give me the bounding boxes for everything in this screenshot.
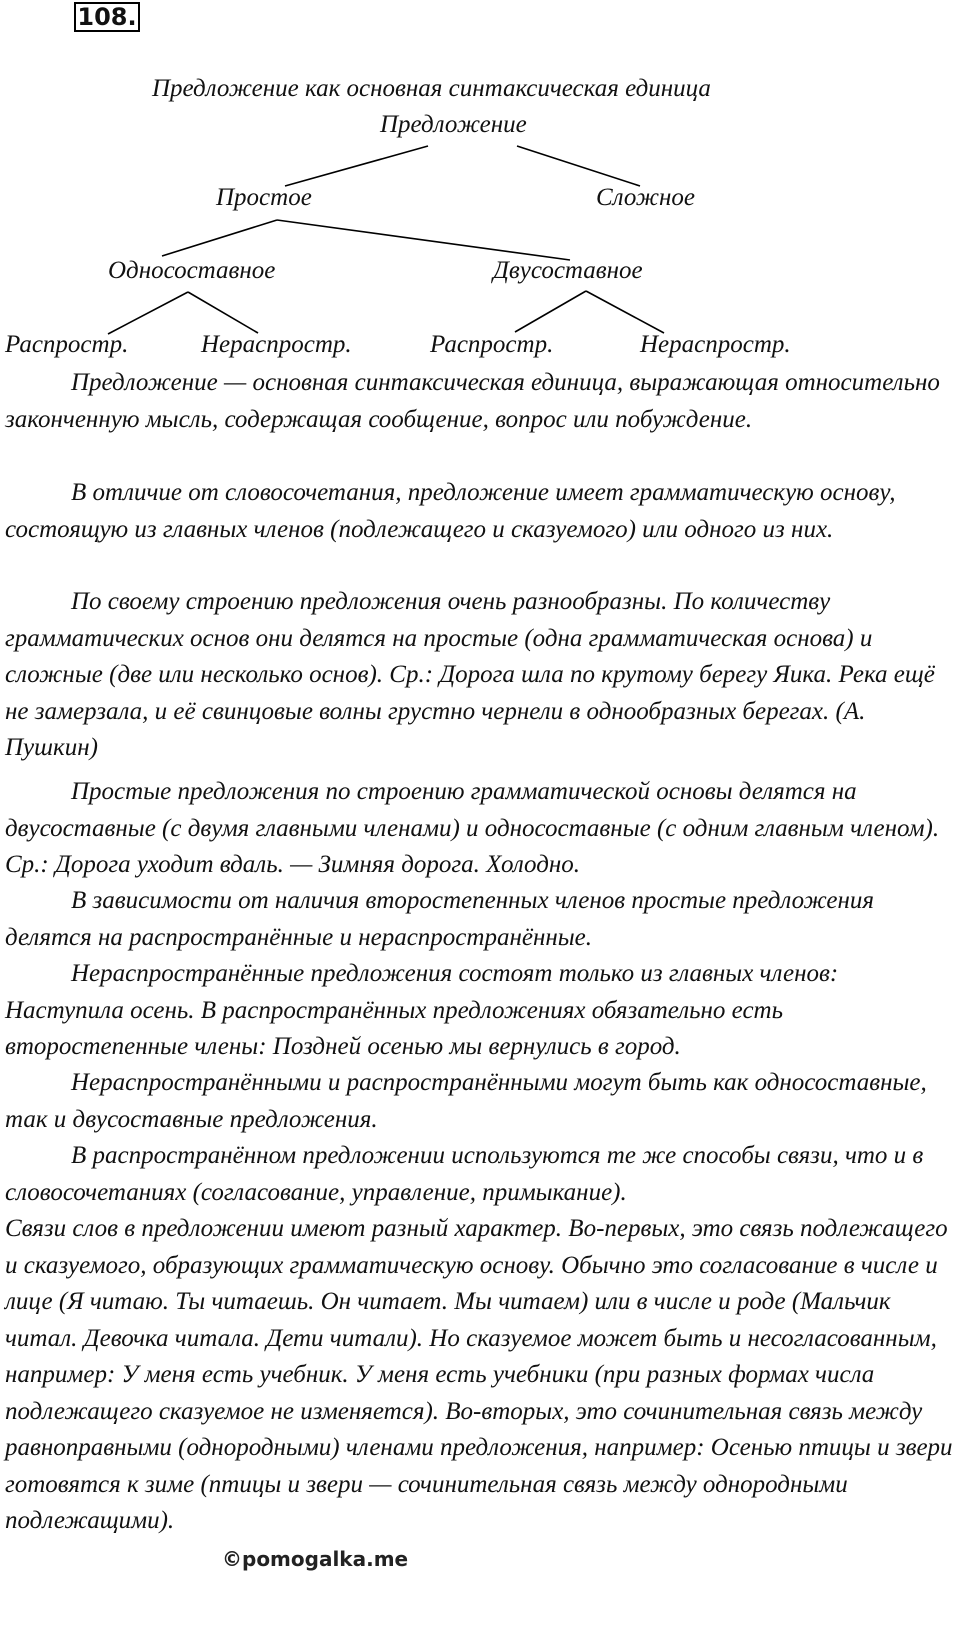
scheme-node-one-part: Односоставное (108, 257, 276, 284)
scheme-node-extended-1: Распростр. (5, 331, 129, 358)
exercise-number: 108. (74, 2, 140, 32)
connector-simple-to-two-part (277, 220, 570, 260)
paragraph-unextended: Нераспространённые предложения состоят только из главных членов: Наступила осень. В распространённых предложениях обязательно есть второстепенные члены: Поздней осенью мы вернулись в город. (5, 960, 839, 1060)
paragraph-one-two-part: Простые предложения по строению грамматической основы делятся на двусоставные (с двумя главными членами) и односоставные (с одним главным членом). Ср.: Дорога уходит вдаль. — Зимняя дорога. Холодно. (5, 778, 940, 878)
paragraph-grammatical-basis: В отличие от словосочетания, предложение имеет грамматическую основу, состоящую из главных членов (подлежащего и сказуемого) или одного из них. (5, 479, 896, 543)
connector-root-to-complex (517, 146, 640, 186)
watermark: ©pomogalka.me (222, 1547, 409, 1571)
connector-root-to-simple (285, 146, 428, 186)
paragraph-word-links: Связи слов в предложении имеют разный характер. Во-первых, это связь подлежащего и сказуемого, образующих грамматическую основу. Обычно это согласование в числе и лице (Я читаю. Ты читаешь. Он читает. Мы читаем) или в числе и роде (Мальчик читал. Девочка читала. Дети читали). Но сказуемое может быть и несогласованным, например: У меня есть учебник. У меня есть учебники (при разных формах числа подлежащего сказуемое не изменяется). Во-вторых, это сочинительная связь между равноправными (однородными) членами предложения, например: Осенью птицы и звери готовятся к зиме (птицы и звери — сочинительная связь между однородными подлежащими). (5, 1215, 953, 1534)
paragraph-secondary-members: В зависимости от наличия второстепенных членов простые предложения делятся на распространённые и нераспространённые. (5, 887, 875, 951)
scheme-title: Предложение как основная синтаксическая единица (152, 75, 711, 102)
scheme-node-extended-2: Распростр. (430, 331, 554, 358)
scheme-node-simple: Простое (216, 184, 312, 211)
connector-two-part-to-unextended (586, 291, 664, 333)
paragraph-both-types: Нераспространёнными и распространёнными могут быть как односоставные, так и двусоставные предложения. (5, 1069, 927, 1133)
paragraph-connection-methods: В распространённом предложении используются те же способы связи, что и в словосочетаниях (согласование, управление, примыкание). (5, 1142, 924, 1206)
connector-one-part-to-unextended (188, 292, 258, 333)
scheme-node-two-part: Двусоставное (493, 257, 643, 284)
scheme-node-sentence: Предложение (380, 111, 527, 138)
scheme-node-complex: Сложное (596, 184, 696, 211)
connector-one-part-to-extended (108, 292, 188, 334)
connector-two-part-to-extended (515, 291, 586, 332)
scheme-connector-lines (0, 0, 960, 380)
paragraph-definition: Предложение — основная синтаксическая единица, выражающая относительно законченную мысль, содержащая сообщение, вопрос или побуждение. (5, 369, 940, 433)
scheme-node-unextended-1: Нераспростр. (201, 331, 352, 358)
connector-simple-to-one-part (162, 220, 277, 256)
paragraph-structure: По своему строению предложения очень разнообразны. По количеству грамматических основ они делятся на простые (одна грамматическая основа) и сложные (две или несколько основ). Ср.: Дорога шла по крутому берегу Яика. Река ещё не замерзала, и её свинцовые волны грустно чернели в однообразных берегах. (А. Пушкин) (5, 588, 935, 761)
scheme-node-unextended-2: Нераспростр. (640, 331, 791, 358)
